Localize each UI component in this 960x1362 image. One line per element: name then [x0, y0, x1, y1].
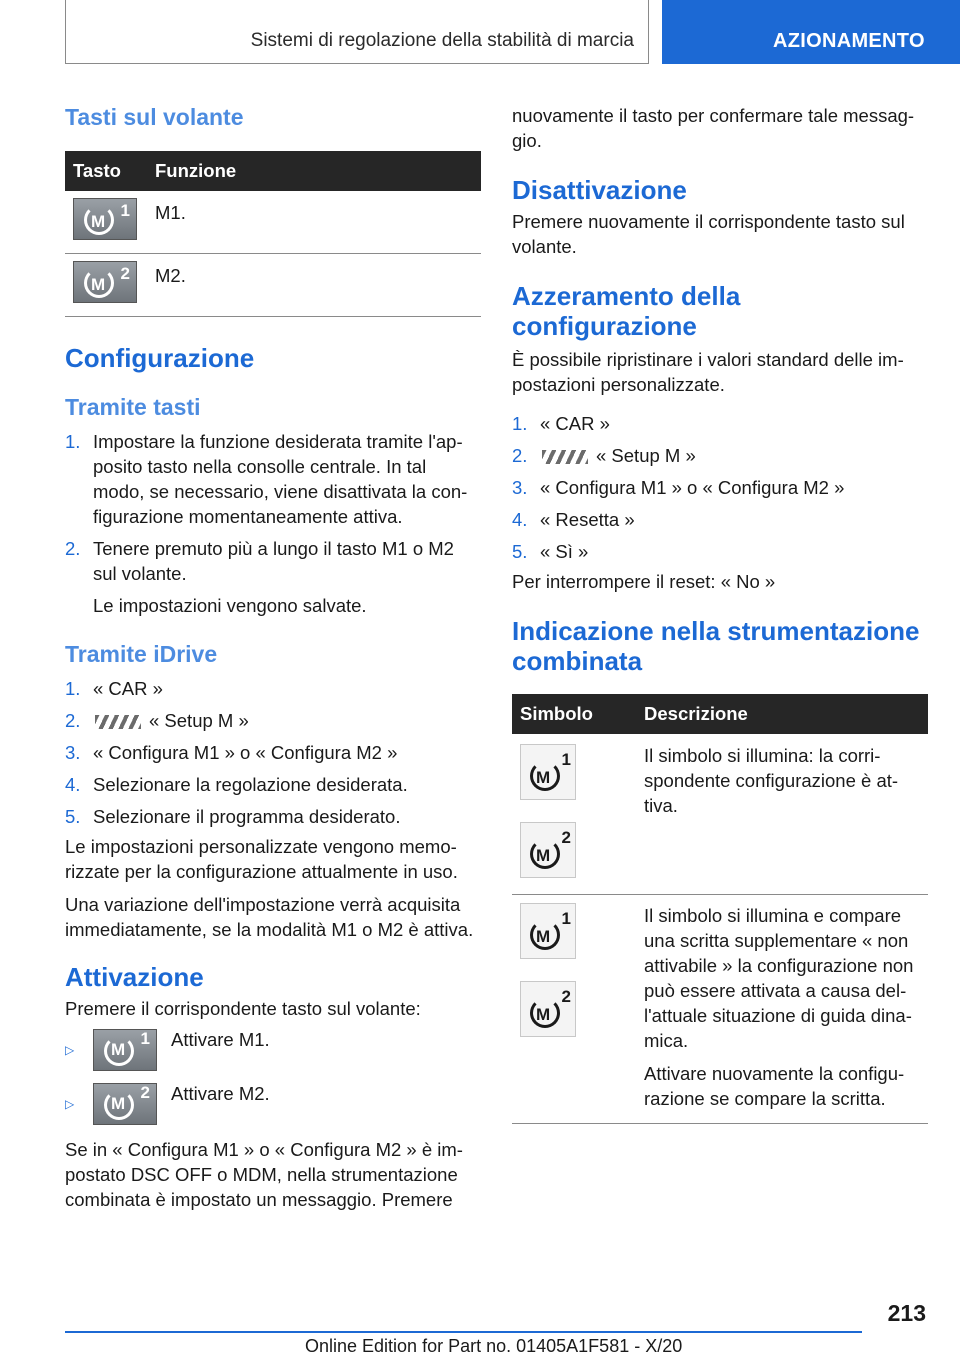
m1-steering-key-icon: M 1 — [73, 198, 137, 240]
m2-indicator-icon: M 2 — [520, 822, 576, 878]
m1-steering-key-icon: M 1 — [93, 1029, 157, 1071]
left-column — [65, 95, 481, 1212]
funzione-m1: M1. — [147, 191, 481, 254]
tasti-col-funzione: Funzione — [147, 151, 481, 191]
tasti-table — [65, 151, 481, 317]
ind-row2-desc: Il simbolo si illumina e compare una scritta supplementare « non attivabile » la configurazione non può essere attivata a causa dell'attuale situazione di guida dinamica. Attivare nuovamente la configurazione se compare la scritta. — [636, 895, 928, 1124]
configurazione-heading: Configurazione — [65, 343, 255, 373]
footer-edition: Online Edition for Part no. 01405A1F581 - X/20 — [305, 1336, 683, 1356]
tramite-idrive-list — [65, 676, 481, 829]
list-item: ▷ M 1 Attivare M1. — [65, 1029, 481, 1071]
triangle-bullet-icon: ▷ — [65, 1097, 75, 1111]
indicazione-heading: Indicazione nella strumentazione combinata — [512, 616, 920, 676]
list-item: 4. Selezionare la regolazione desiderata. — [65, 774, 408, 795]
continued-paragraph: nuovamente il tasto per confermare tale messaggio. — [512, 105, 915, 151]
triangle-bullet-icon: ▷ — [65, 1043, 75, 1057]
reset-note: Per interrompere il reset: « No » — [512, 571, 776, 592]
attivazione-intro: Premere il corrispondente tasto sul volante: — [65, 998, 421, 1019]
azzeramento-heading: Azzeramento della configurazione — [512, 281, 741, 341]
paragraph-variazione: Una variazione dell'impostazione verrà acquisita immediatamente, se la modalità M1 o M2 è attiva. — [65, 894, 474, 940]
list-item: 2. « Setup M » — [512, 445, 696, 466]
indicazione-table — [512, 694, 928, 1124]
table-row — [65, 254, 481, 317]
m-stripes-icon — [542, 450, 588, 464]
list-item: 3. « Configura M1 » o « Configura M2 » — [512, 477, 845, 498]
disattivazione-text: Premere nuovamente il corrispondente tasto sul volante. — [512, 211, 905, 257]
right-column — [512, 103, 928, 1124]
m-stripes-icon — [95, 715, 141, 729]
list-item: 5. « Sì » — [512, 541, 589, 562]
ind-col-simbolo: Simbolo — [512, 694, 636, 734]
list-item: 2. Tenere premuto più a lungo il tasto M1 o M2 sul volante. — [65, 538, 454, 584]
list-item: 5. Selezionare il programma desiderato. — [65, 806, 401, 827]
section-title: Sistemi di regolazione della stabilità di marcia — [250, 30, 634, 51]
list-item: 1. « CAR » — [65, 678, 163, 699]
tramite-tasti-note: Le impostazioni vengono salvate. — [93, 595, 367, 616]
list-item: ▷ M 2 Attivare M2. — [65, 1083, 481, 1125]
ind-col-descrizione: Descrizione — [636, 694, 928, 734]
m2-indicator-icon: M 2 — [520, 981, 576, 1037]
chapter-tab-label: AZIONAMENTO — [773, 30, 925, 52]
azzeramento-text: È possibile ripristinare i valori standard delle impostazioni personalizzate. — [512, 349, 904, 395]
disattivazione-heading: Disattivazione — [512, 175, 687, 205]
list-item: 2. « Setup M » — [65, 710, 249, 731]
paragraph-memorizzate: Le impostazioni personalizzate vengono memorizzate per la configurazione attualmente in uso. — [65, 836, 458, 882]
list-item: 1. Impostare la funzione desiderata tramite l'apposito tasto nella consolle centrale. In tal modo, se necessario, viene disattivata la configurazione momentaneamente attiva. — [65, 431, 468, 527]
list-item: 3. « Configura M1 » o « Configura M2 » — [65, 742, 398, 763]
table-row — [65, 191, 481, 254]
funzione-m2: M2. — [147, 254, 481, 317]
m2-steering-key-icon: M 2 — [93, 1083, 157, 1125]
azzeramento-list — [512, 411, 928, 564]
attivazione-bullets — [65, 1029, 481, 1125]
attivazione-heading: Attivazione — [65, 962, 204, 992]
footer-divider — [65, 1331, 862, 1333]
chapter-tab[interactable] — [662, 0, 960, 64]
list-item: 4. « Resetta » — [512, 509, 635, 530]
page-number: 213 — [887, 1300, 926, 1326]
tramite-tasti-list — [65, 429, 481, 586]
m1-indicator-icon: M 1 — [520, 903, 576, 959]
attivazione-paragraph: Se in « Configura M1 » o « Configura M2 » è impostato DSC OFF o MDM, nella strumentazione combinata è impostato un messaggio. Premere — [65, 1139, 463, 1210]
m2-steering-key-icon: M 2 — [73, 261, 137, 303]
list-item: 1. « CAR » — [512, 413, 610, 434]
ind-row1-desc: Il simbolo si illumina: la corrispondente configurazione è attiva. — [636, 734, 928, 895]
tasti-heading: Tasti sul volante — [65, 104, 244, 130]
tramite-idrive-heading: Tramite iDrive — [65, 641, 218, 667]
table-row — [512, 734, 928, 895]
table-row — [512, 895, 928, 1124]
tasti-col-tasto: Tasto — [65, 151, 147, 191]
m1-indicator-icon: M 1 — [520, 744, 576, 800]
tramite-tasti-heading: Tramite tasti — [65, 394, 201, 420]
header-frame — [65, 0, 649, 64]
